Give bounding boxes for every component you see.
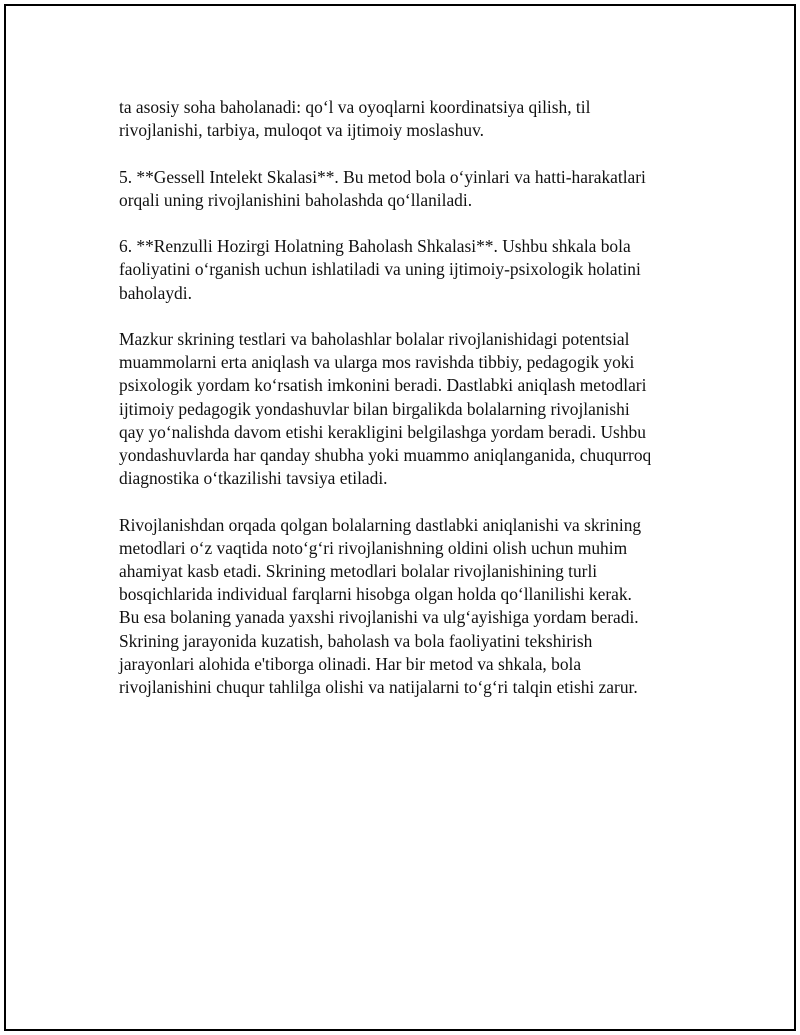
text-line: yondashuvlarda har qanday shubha yoki muammo aniqlanganida, chuqurroq	[119, 445, 652, 465]
document-page	[4, 4, 796, 1031]
text-line: qay yo‘nalishda davom etishi kerakligini belgilashga yordam beradi. Ushbu	[119, 421, 646, 442]
text-line: Bu esa bolaning yanada yaxshi rivojlanishi va ulg‘ayishiga yordam beradi.	[119, 607, 639, 628]
text-line: 6. **Renzulli Hozirgi Holatning Baholash Shkalasi**. Ushbu shkala bola	[119, 236, 631, 257]
document-body	[119, 96, 709, 722]
text-line: Mazkur skrining testlari va baholashlar bolalar rivojlanishidagi potentsial	[119, 328, 630, 349]
paragraph-gessell	[119, 166, 709, 212]
text-line: baholaydi.	[119, 282, 192, 303]
text-line: ta asosiy soha baholanadi: qo‘l va oyoqlarni koordinatsiya qilish, til	[119, 97, 591, 117]
text-line: 5. **Gessell Intelekt Skalasi**. Bu metod bola o‘yinlari va hatti-harakatlari	[119, 166, 646, 187]
text-line: rivojlanishini chuqur tahlilga olishi va natijalarni to‘g‘ri talqin etishi zarur.	[119, 677, 638, 698]
text-line: ijtimoiy pedagogik yondashuvlar bilan birgalikda bolalarning rivojlanishi	[119, 398, 630, 419]
paragraph-renzulli	[119, 235, 709, 305]
text-line: Rivojlanishdan orqada qolgan bolalarning dastlabki aniqlanishi va skrining	[119, 514, 642, 535]
paragraph-screening-tests	[119, 328, 709, 490]
text-line: bosqichlarida individual farqlarni hisobga olgan holda qo‘llanilishi kerak.	[119, 584, 632, 605]
text-line: diagnostika o‘tkazilishi tavsiya etiladi.	[119, 468, 388, 489]
text-line: psixologik yordam ko‘rsatish imkonini beradi. Dastlabki aniqlash metodlari	[119, 375, 647, 396]
text-line: orqali uning rivojlanishini baholashda qo‘llaniladi.	[119, 189, 473, 210]
text-line: muammolarni erta aniqlash va ularga mos ravishda tibbiy, pedagogik yoki	[119, 352, 635, 373]
paragraph-conclusion	[119, 514, 709, 700]
paragraph-continuation	[119, 96, 709, 142]
text-line: faoliyatini o‘rganish uchun ishlatiladi va uning ijtimoiy-psixologik holatini	[119, 259, 641, 280]
text-line: rivojlanishi, tarbiya, muloqot va ijtimoiy moslashuv.	[119, 120, 485, 141]
text-line: ahamiyat kasb etadi. Skrining metodlari bolalar rivojlanishining turli	[119, 561, 598, 581]
text-line: Skrining jarayonida kuzatish, baholash va bola faoliyatini tekshirish	[119, 630, 593, 651]
text-line: metodlari o‘z vaqtida noto‘g‘ri rivojlanishning oldini olish uchun muhim	[119, 537, 628, 558]
text-line: jarayonlari alohida e'tiborga olinadi. Har bir metod va shkala, bola	[119, 653, 582, 674]
